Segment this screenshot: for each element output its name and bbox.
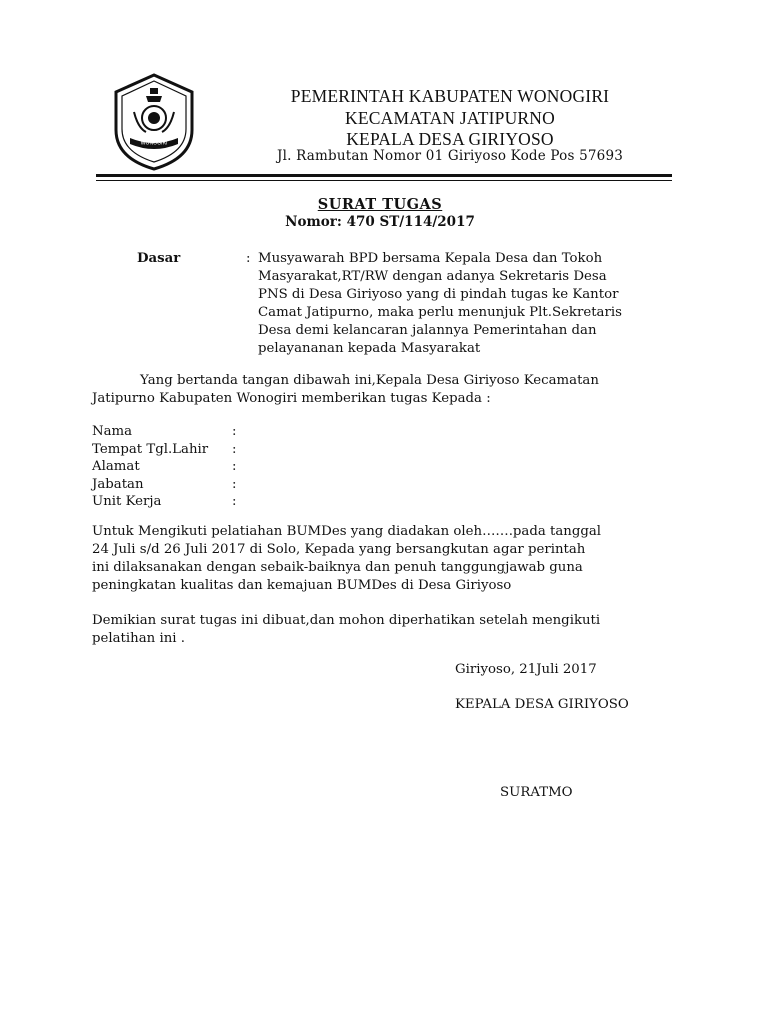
field-row-tempat-tgl-lahir (92, 441, 292, 459)
signer-title: KEPALA DESA GIRIYOSO (455, 697, 629, 712)
dasar-text (258, 250, 622, 358)
dasar-line: pelayananan kepada Masyarakat (258, 341, 481, 356)
place-date: Giriyoso, 21Juli 2017 (455, 662, 597, 677)
training-paragraph (92, 523, 601, 595)
document-number: Nomor: 470 ST/114/2017 (285, 214, 475, 230)
closing-line: Demikian surat tugas ini dibuat,dan mohon diperhatikan setelah mengikuti (92, 613, 601, 628)
field-row-unit-kerja (92, 493, 292, 511)
header-divider-thin (96, 180, 672, 181)
field-label: Jabatan (92, 476, 144, 492)
header-address: Jl. Rambutan Nomor 01 Giriyoso Kode Pos 57693 (276, 148, 624, 164)
intro-line: Yang bertanda tangan dibawah ini,Kepala Desa Giriyoso Kecamatan (140, 373, 599, 388)
dasar-line: PNS di Desa Giriyoso yang di pindah tugas ke Kantor (258, 287, 619, 302)
training-line: Untuk Mengikuti pelatiahan BUMDes yang diadakan oleh…….pada tanggal (92, 524, 602, 539)
field-row-nama (92, 423, 292, 441)
field-row-jabatan (92, 476, 292, 494)
dasar-label: Dasar (137, 251, 181, 266)
intro-line: Jatipurno Kabupaten Wonogiri memberikan tugas Kepada : (92, 391, 491, 406)
field-label: Alamat (92, 459, 140, 474)
intro-paragraph (92, 372, 599, 408)
dasar-colon: : (246, 251, 251, 266)
field-label: Tempat Tgl.Lahir (92, 441, 209, 457)
field-row-alamat (92, 458, 292, 476)
field-colon: : (232, 441, 237, 457)
header-divider-thick (96, 174, 672, 177)
training-line: ini dilaksanakan dengan sebaik-baiknya dan penuh tanggungjawab guna (92, 560, 583, 575)
field-colon: : (232, 494, 237, 509)
assignee-fields (92, 423, 292, 511)
training-line: peningkatan kualitas dan kemajuan BUMDes di Desa Giriyoso (92, 578, 512, 593)
dasar-line: Masyarakat,RT/RW dengan adanya Sekretaris Desa (258, 269, 607, 284)
header-district-line: KECAMATAN JATIPURNO (345, 108, 555, 128)
header-village-head-line: KEPALA DESA GIRIYOSO (346, 129, 554, 149)
closing-paragraph (92, 612, 600, 648)
emblem-banner-text: WONOGIRI (140, 140, 168, 147)
dasar-line: Camat Jatipurno, maka perlu menunjuk Plt.Sekretaris (258, 305, 622, 320)
dasar-line: Musyawarah BPD bersama Kepala Desa dan Tokoh (258, 251, 603, 266)
signer-name: SURATMO (500, 785, 573, 800)
document-title: SURAT TUGAS (317, 196, 443, 213)
dasar-line: Desa demi kelancaran jalannya Pemerintahan dan (258, 323, 597, 338)
field-label: Nama (92, 424, 133, 439)
field-colon: : (232, 476, 237, 492)
training-line: 24 Juli s/d 26 Juli 2017 di Solo, Kepada yang bersangkutan agar perintah (92, 542, 586, 557)
field-colon: : (232, 424, 237, 439)
kabupaten-wonogiri-emblem-icon (112, 72, 196, 172)
header-government-line: PEMERINTAH KABUPATEN WONOGIRI (290, 86, 610, 106)
closing-line: pelatihan ini . (92, 631, 185, 646)
field-colon: : (232, 459, 237, 474)
field-label: Unit Kerja (92, 494, 162, 509)
